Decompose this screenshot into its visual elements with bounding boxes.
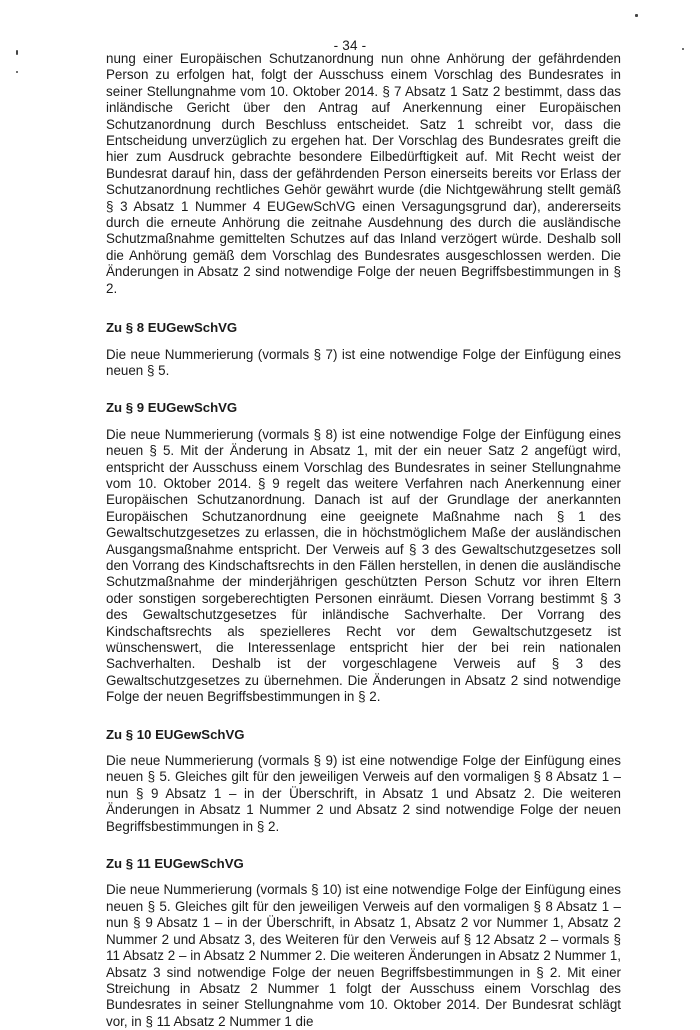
scan-speck	[16, 71, 18, 73]
intro-paragraph: nung einer Europäischen Schutzanordnung nun ohne Anhörung der gefährdenden Person zu erfolgen hat, folgt der Ausschuss einem Vorschlag des Bundesrates in seiner Stellungnahme vom 10. Oktober 2014. § 7 Absatz 1 Satz 2 bestimmt, dass das inländische Gericht über den Antrag auf Anerkennung einer Europäischen Schutzanordnung durch Beschluss entscheidet. Satz 1 schreibt vor, dass die Entscheidung unverzüglich zu ergehen hat. Der Vorschlag des Bundesrates greift die hier zum Ausdruck gebrachte besondere Eilbedürftigkeit auf. Mit Recht weist der Bundesrat darauf hin, dass der gefährdenden Person einerseits bereits vor Erlass der Schutzanordnung rechtliches Gehör gewährt wurde (die Nichtgewährung stellt gemäß § 3 Absatz 1 Nummer 4 EUGewSchVG einen Versagungsgrund dar), andererseits durch die erneute Anhörung die zeitnahe Ausdehnung des durch die ausländische Schutzmaßnahme gemittelten Schutzes auf das Inland verzögert würde. Deshalb soll die Anhörung gemäß dem Vorschlag des Bundesrates ausgeschlossen werden. Die Änderungen in Absatz 2 sind notwendige Folge der neuen Begriffsbestimmungen in § 2.	[106, 51, 621, 296]
section-heading-s8: Zu § 8 EUGewSchVG	[106, 320, 238, 336]
section-heading-s9: Zu § 9 EUGewSchVG	[106, 400, 238, 416]
section-paragraph-s8: Die neue Nummerierung (vormals § 7) ist eine notwendige Folge der Einfügung eines neuen § 5.	[106, 346, 621, 378]
section-heading-s10: Zu § 10 EUGewSchVG	[106, 726, 245, 742]
section-paragraph-s9: Die neue Nummerierung (vormals § 8) ist eine notwendige Folge der Einfügung eines neuen § 5. Mit der Änderung in Absatz 1, mit der ein neuer Satz 2 angefügt wird, entspricht der Ausschuss einem Vorschlag des Bundesrates in seiner Stellungnahme vom 10. Oktober 2014. § 9 regelt das weitere Verfahren nach Anerkennung einer Europäischen Schutzanordnung. Danach ist auf der Grundlage der anerkannten Europäischen Schutzanordnung eine geeignete Maßnahme nach § 1 des Gewaltschutzgesetzes zu erlassen, die in höchstmöglichem Maße der ausländischen Ausgangsmaßnahme entspricht. Der Verweis auf § 3 des Gewaltschutzgesetzes soll den Vorrang des Kindschaftsrechts in den Fällen herstellen, in denen die ausländische Schutzmaßnahme der minderjährigen geschützten Person Schutz vor ihren Eltern oder sonstigen sorgeberechtigten Personen einräumt. Diesen Vorrang bestimmt § 3 des Gewaltschutzgesetzes für inländische Sachverhalte. Der Vorrang des Kindschaftsrechts als spezielleres Recht vor dem Gewaltschutzgesetz ist wünschenswert, die Interessenlage entspricht hier der bei rein nationalen Sachverhalten. Deshalb ist der vorgeschlagene Verweis auf § 3 des Gewaltschutzgesetzes zu übernehmen. Die Änderungen in Absatz 2 sind notwendige Folge der neuen Begriffsbestimmungen in § 2.	[106, 426, 621, 705]
scan-speck	[635, 14, 638, 17]
document-body	[106, 51, 621, 1030]
section-heading-s11: Zu § 11 EUGewSchVG	[106, 856, 244, 872]
section-paragraph-s10: Die neue Nummerierung (vormals § 9) ist eine notwendige Folge der Einfügung eines neuen § 5. Gleiches gilt für den jeweiligen Verweis auf den vormaligen § 8 Absatz 1 – nun § 9 Absatz 1 – in der Überschrift, in Absatz 1 und Absatz 2. Die weiteren Änderungen in Absatz 1 Nummer 2 und Absatz 2 sind notwendige Folge der neuen Begriffsbestimmungen in § 2.	[106, 753, 621, 834]
page-number: - 34 -	[333, 38, 367, 53]
section-paragraph-s11: Die neue Nummerierung (vormals § 10) ist eine notwendige Folge der Einfügung eines neuen § 5. Gleiches gilt für den jeweiligen Verweis auf den vormaligen § 8 Absatz 1 – nun § 9 Absatz 1 – in der Überschrift, in Absatz 1, Absatz 2 vor Nummer 1, Absatz 2 Nummer 2 und Absatz 3, des Weiteren für den Verweis auf § 12 Absatz 2 – vormals § 11 Absatz 2 – in Absatz 2 Nummer 2. Die weiteren Änderungen in Absatz 2 Nummer 1, Absatz 3 sind notwendige Folge der neuen Begriffsbestimmungen in § 2. Mit einer Streichung in Absatz 2 Nummer 1 folgt der Ausschuss einem Vorschlag des Bundesrates in seiner Stellungnahme vom 10. Oktober 2014. Der Bundesrat schlägt vor, in § 11 Absatz 2 Nummer 1 die	[106, 882, 621, 1029]
